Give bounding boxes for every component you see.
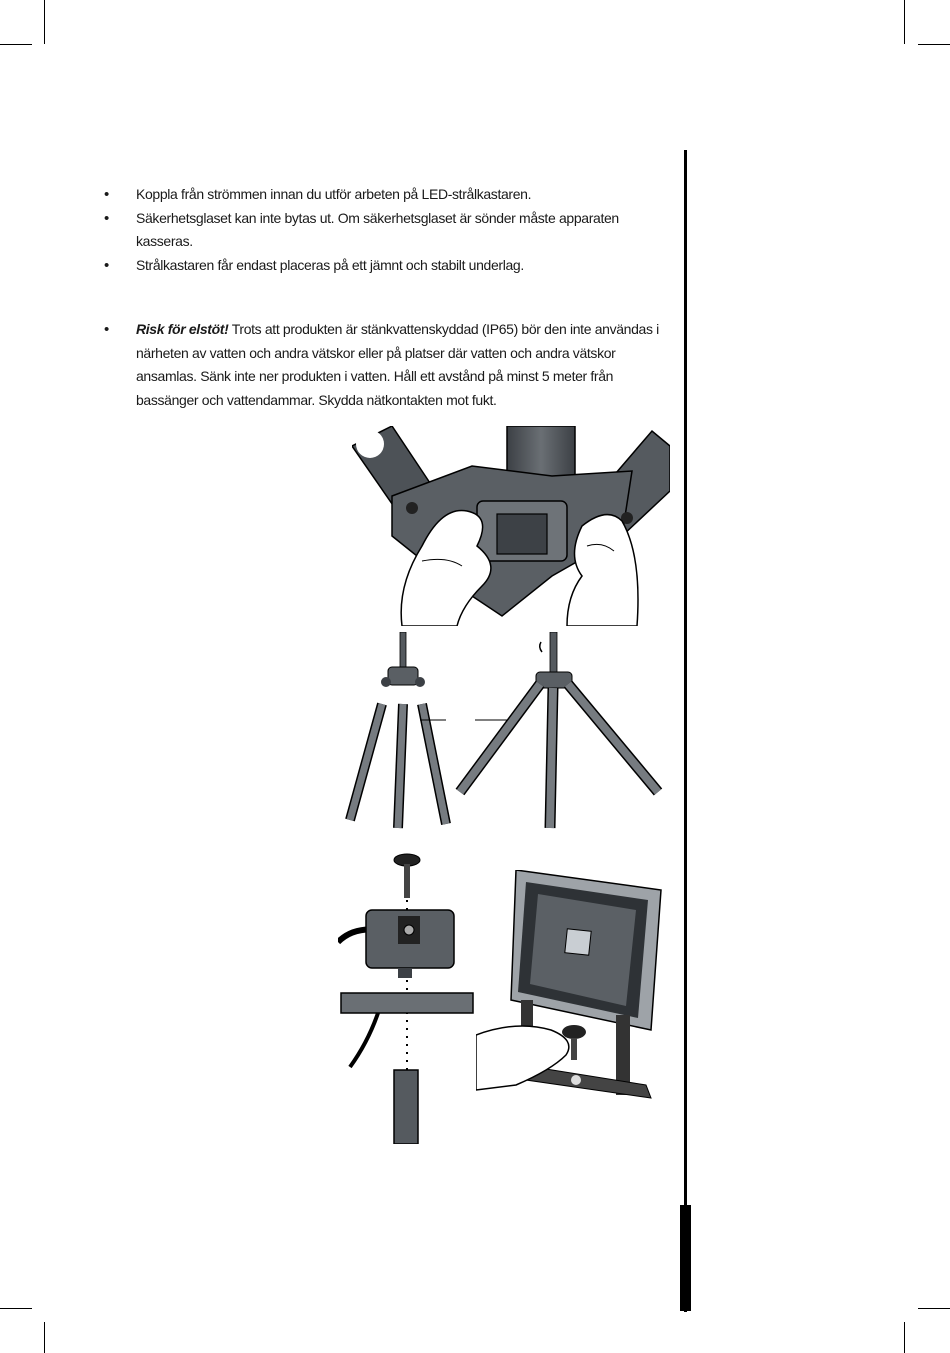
list-item [102,183,662,207]
warning-text: Trots att produkten är stänkvattenskyddad (IP65) bör den inte användas i närheten av vatten och andra vätskor eller på platser där vatten och andra vätskor ansamlas. Sänk inte ner produkten i vatten. Håll ett avstånd på minst 5 meter från bassänger och vattendammar. Skydda nätkontakten mot fukt. [136,321,659,408]
list-item-text: Koppla från strömmen innan du utför arbeten på LED-strålkastaren. [136,186,532,202]
crop-mark [0,1308,32,1309]
list-item [102,207,662,254]
crop-mark [918,44,950,45]
list-item-text: Strålkastaren får endast placeras på ett jämnt och stabilt underlag. [136,256,524,273]
tripod-legs-illustration [340,632,670,832]
crop-mark [904,0,905,44]
tripod-hub-photo-illustration [352,426,670,626]
list-item [102,254,662,278]
page-tab-marker [680,1205,691,1311]
crop-mark [0,44,32,45]
bullet-icon: • [104,256,109,274]
warning-label: Risk för elstöt! [136,321,229,337]
crop-mark [904,1322,905,1353]
list-item-text: Säkerhetsglaset kan inte bytas ut. Om säkerhetsglaset är sönder måste apparaten kasseras. [136,209,619,249]
warning-item [102,318,662,412]
warning-list [102,318,662,412]
floodlight-illustration [476,870,666,1100]
bullet-icon: • [104,209,109,227]
crop-mark [44,0,45,44]
crop-mark [44,1322,45,1353]
bullet-icon: • [104,321,109,338]
vertical-rule [684,150,687,1312]
mount-screw-illustration [338,852,478,1144]
crop-mark [918,1308,950,1309]
safety-list [102,183,662,277]
bullet-icon: • [104,186,109,203]
